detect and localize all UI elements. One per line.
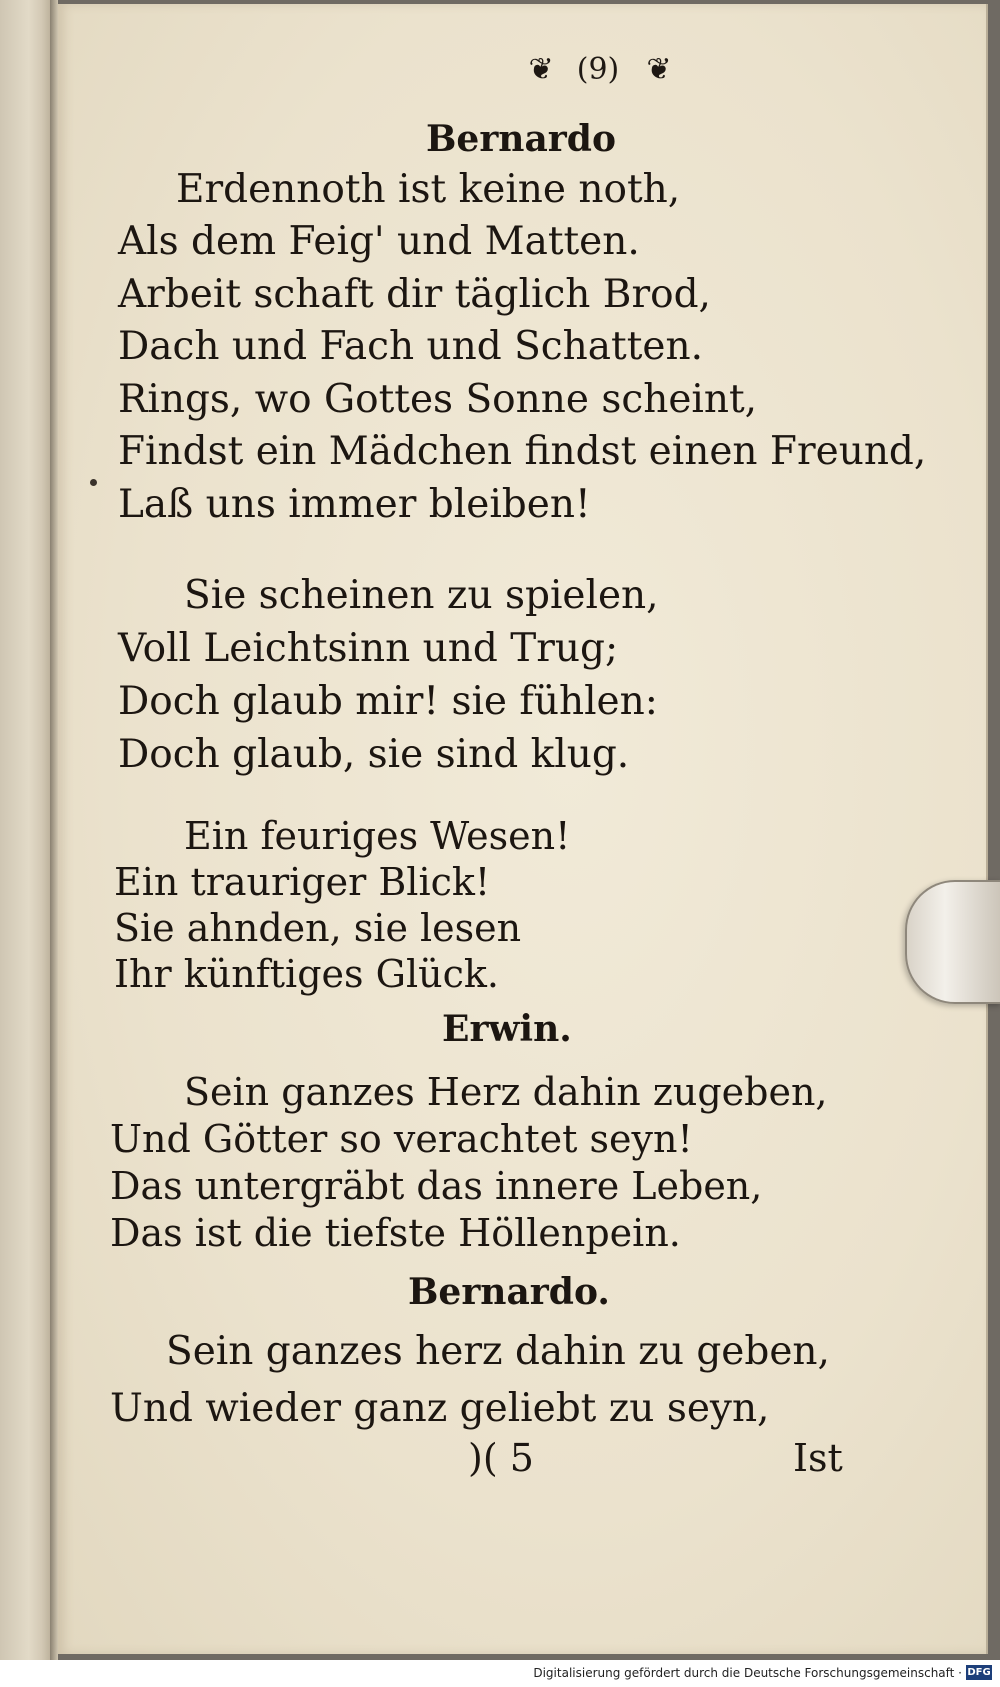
- speaker-name: Bernardo.: [408, 1271, 610, 1313]
- verse-line: Doch glaub mir! sie fühlen:: [118, 679, 658, 724]
- verse-line: Laß uns immer bleiben!: [118, 482, 591, 527]
- verse-line: Das ist die tiefste Höllenpein.: [110, 1211, 681, 1255]
- verse-line: Und wieder ganz geliebt zu seyn,: [110, 1386, 770, 1431]
- facing-page-edge: [0, 0, 53, 1660]
- verse-line: Findst ein Mädchen findst einen Freund,: [118, 429, 927, 474]
- verse-line: Das untergräbt das innere Leben,: [110, 1164, 763, 1208]
- verse-line: Ein trauriger Blick!: [114, 860, 491, 904]
- verse-line: Rings, wo Gottes Sonne scheint,: [118, 377, 758, 422]
- verse-line: Ihr künftiges Glück.: [114, 952, 499, 996]
- page-number: (9): [576, 52, 620, 87]
- poem-text: [58, 4, 986, 1654]
- speaker-name: Erwin.: [442, 1008, 572, 1050]
- catchword: Ist: [793, 1436, 843, 1480]
- verse-line: Dach und Fach und Schatten.: [118, 324, 703, 369]
- verse-line: Arbeit schaft dir täglich Brod,: [118, 272, 711, 317]
- verse-line: Als dem Feig' und Matten.: [118, 219, 640, 264]
- signature-mark: )( 5: [468, 1436, 534, 1480]
- verse-line: Doch glaub, sie sind klug.: [118, 732, 630, 777]
- verse-line: Ein feuriges Wesen!: [184, 814, 571, 858]
- ornament-right-icon: ❦: [646, 52, 668, 87]
- book-page: [58, 4, 988, 1654]
- ornament-left-icon: ❦: [528, 52, 550, 87]
- verse-line: Erdennoth ist keine noth,: [176, 167, 681, 212]
- verse-line: Sie scheinen zu spielen,: [184, 573, 659, 618]
- verse-line: Und Götter so verachtet seyn!: [110, 1117, 693, 1161]
- speaker-name: Bernardo: [426, 118, 616, 160]
- book-gutter: [50, 0, 58, 1660]
- dfg-logo-icon: DFG: [967, 1667, 991, 1678]
- verse-line: Sie ahnden, sie lesen: [114, 906, 522, 950]
- ink-spot: [90, 479, 97, 486]
- page-turn-tab[interactable]: [905, 880, 1000, 1004]
- verse-line: Sein ganzes Herz dahin zugeben,: [184, 1070, 828, 1114]
- verse-line: Voll Leichtsinn und Trug;: [118, 626, 619, 671]
- credit-text: Digitalisierung gefördert durch die Deutsche Forschungsgemeinschaft ·: [533, 1666, 962, 1680]
- verse-line: Sein ganzes herz dahin zu geben,: [166, 1329, 830, 1374]
